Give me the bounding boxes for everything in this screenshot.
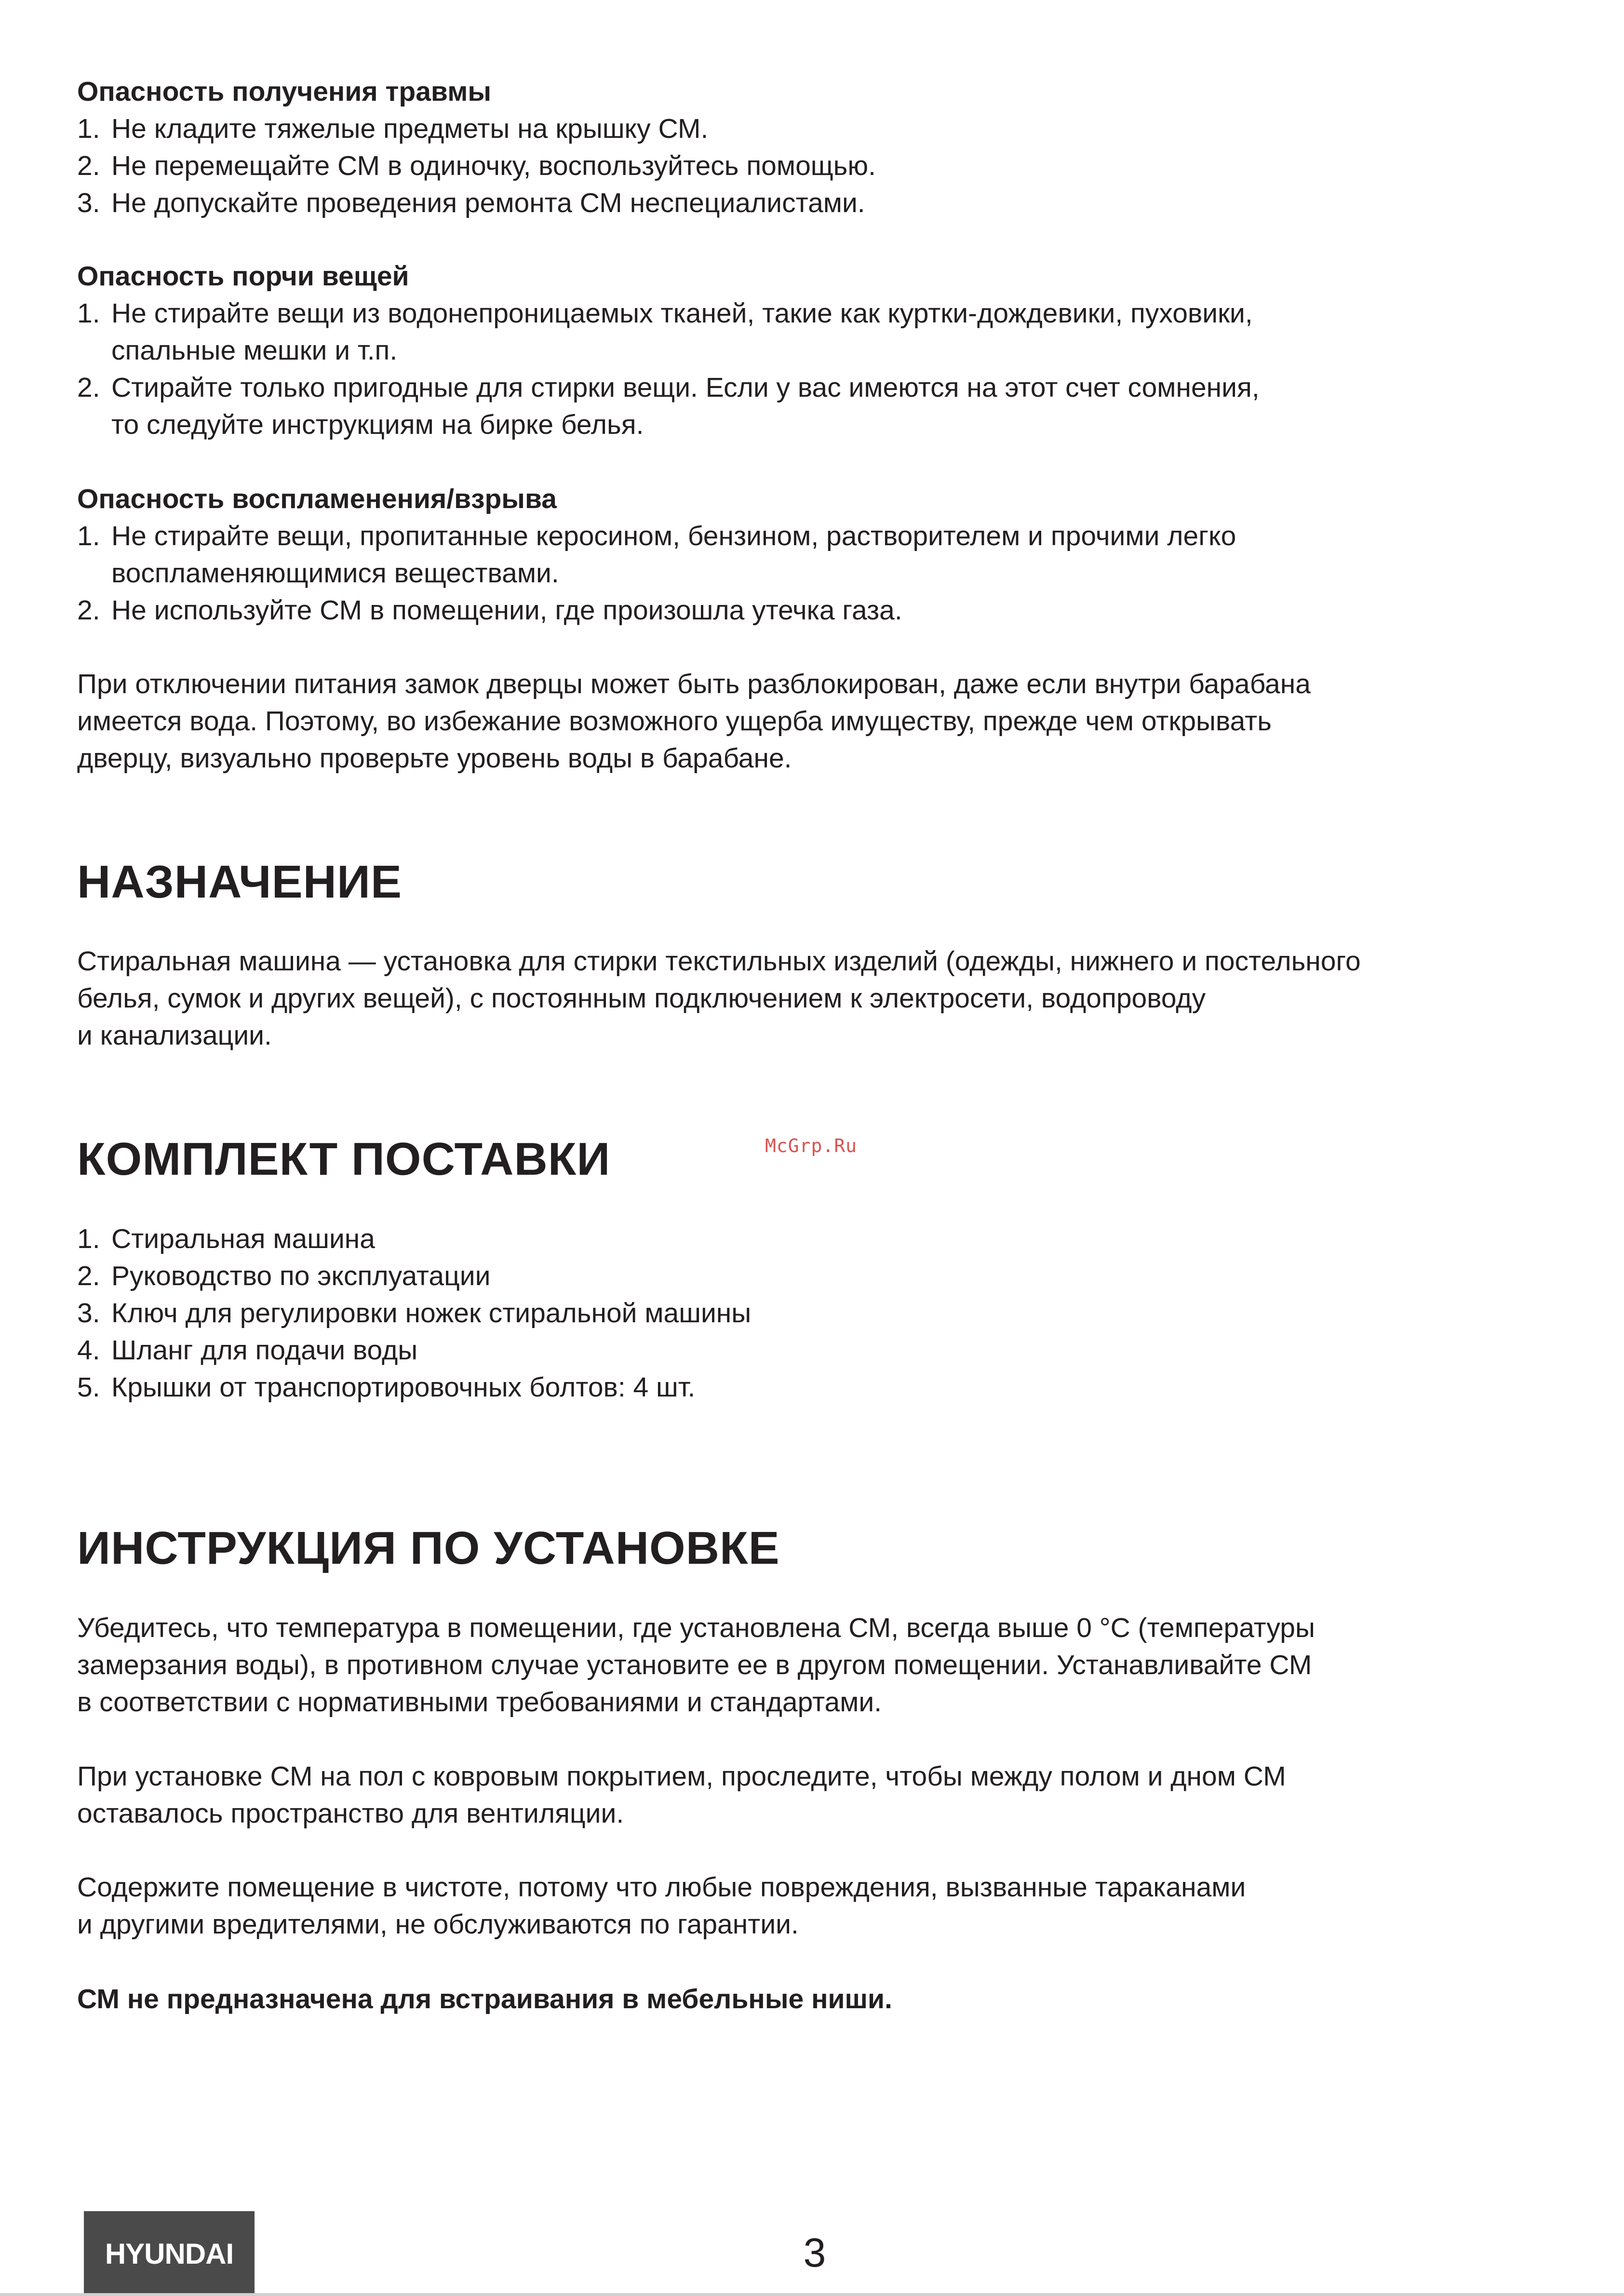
item-number: 1. — [77, 521, 100, 551]
item-text: Не стирайте вещи, пропитанные керосином, бензином, растворителем и прочими легко — [111, 521, 1236, 551]
item-number: 1. — [77, 298, 100, 329]
warning-text: СМ не предназначена для встраивания в мебельные ниши. — [77, 1984, 892, 2014]
power-note — [77, 666, 1571, 777]
item-text: Не перемещайте СМ в одиночку, воспользуйтесь помощью. — [111, 150, 876, 181]
paragraph-line: При отключении питания замок дверцы может быть разблокирован, даже если внутри барабана — [77, 669, 1311, 699]
package-heading: КОМПЛЕКТ ПОСТАВКИ — [77, 1133, 611, 1185]
item-text-continued: спальные мешки и т.п. — [111, 335, 398, 366]
paragraph-line: и канализации. — [77, 1020, 272, 1051]
item-text: Не стирайте вещи из водонепроницаемых тканей, такие как куртки-дождевики, пуховики, — [111, 298, 1253, 329]
item-number: 3. — [77, 188, 100, 218]
item-text: Стирайте только пригодные для стирки вещи. Если у вас имеются на этот счет сомнения, — [111, 372, 1260, 403]
item-number: 2. — [77, 595, 100, 626]
paragraph-line: замерзания воды), в противном случае установите ее в другом помещении. Устанавливайте СМ — [77, 1650, 1312, 1680]
list-item — [77, 185, 1571, 222]
install-heading: ИНСТРУКЦИЯ ПО УСТАНОВКЕ — [77, 1522, 780, 1574]
paragraph-line: и другими вредителями, не обслуживаются по гарантии. — [77, 1909, 799, 1940]
install-section — [77, 1522, 1571, 1575]
page-number: 3 — [803, 2230, 826, 2275]
item-number: 3. — [77, 1298, 100, 1329]
install-paragraph-1 — [77, 1610, 1571, 1721]
paragraph-line: белья, сумок и других вещей), с постоянным подключением к электросети, водопроводу — [77, 983, 1206, 1014]
paragraph-line: При установке СМ на пол с ковровым покрытием, проследите, чтобы между полом и дном СМ — [77, 1761, 1286, 1792]
purpose-section — [77, 856, 1571, 909]
paragraph-line: Содержите помещение в чистоте, потому что любые повреждения, вызванные тараканами — [77, 1872, 1246, 1903]
paragraph-line: оставалось пространство для вентиляции. — [77, 1798, 624, 1829]
item-text-continued: воспламеняющимися веществами. — [111, 558, 559, 589]
package-list — [77, 1221, 1571, 1406]
item-number: 5. — [77, 1372, 100, 1403]
list-item — [77, 110, 1571, 148]
item-number: 1. — [77, 113, 100, 144]
list-item — [77, 1221, 1571, 1258]
item-text-continued: то следуйте инструкциям на бирке белья. — [111, 409, 644, 440]
list-item — [77, 369, 1571, 443]
paragraph-line: в соответствии с нормативными требованиями и стандартами. — [77, 1687, 882, 1718]
install-warning — [77, 1981, 1571, 2018]
list-item — [77, 518, 1571, 592]
paragraph-line: имеется вода. Поэтому, во избежание возможного ущерба имуществу, прежде чем открывать — [77, 706, 1272, 737]
item-text: Не кладите тяжелые предметы на крышку СМ. — [111, 113, 709, 144]
fire-heading: Опасность воспламенения/взрыва — [77, 483, 557, 514]
list-item — [77, 295, 1571, 369]
item-number: 2. — [77, 150, 100, 181]
list-item — [77, 1369, 1571, 1406]
item-text: Руководство по эксплуатации — [111, 1261, 491, 1291]
install-paragraph-3 — [77, 1869, 1571, 1943]
bottom-divider — [0, 2293, 1624, 2296]
injury-heading: Опасность получения травмы — [77, 76, 492, 107]
damage-section — [77, 258, 1571, 443]
brand-logo — [84, 2211, 255, 2296]
purpose-text — [77, 943, 1571, 1054]
list-item — [77, 1295, 1571, 1332]
fire-section — [77, 481, 1571, 629]
brand-name: HYUNDAI — [105, 2237, 234, 2270]
paragraph-line: дверцу, визуально проверьте уровень воды в барабане. — [77, 743, 792, 774]
item-number: 1. — [77, 1223, 100, 1254]
item-number: 2. — [77, 1261, 100, 1291]
watermark-text: McGrp.Ru — [765, 1135, 858, 1156]
list-item — [77, 148, 1571, 185]
item-number: 4. — [77, 1335, 100, 1366]
list-item — [77, 1258, 1571, 1295]
item-number: 2. — [77, 372, 100, 403]
item-text: Ключ для регулировки ножек стиральной машины — [111, 1298, 752, 1329]
item-text: Шланг для подачи воды — [111, 1335, 418, 1366]
list-item — [77, 592, 1571, 629]
item-text: Не допускайте проведения ремонта СМ неспециалистами. — [111, 188, 865, 218]
purpose-heading: НАЗНАЧЕНИЕ — [77, 856, 402, 908]
damage-heading: Опасность порчи вещей — [77, 261, 409, 292]
item-text: Не используйте СМ в помещении, где произошла утечка газа. — [111, 595, 902, 626]
item-text: Стиральная машина — [111, 1223, 375, 1254]
paragraph-line: Убедитесь, что температура в помещении, где установлена СМ, всегда выше 0 °С (температуры — [77, 1612, 1315, 1643]
list-item — [77, 1332, 1571, 1369]
paragraph-line: Стиральная машина — установка для стирки текстильных изделий (одежды, нижнего и постельного — [77, 946, 1361, 977]
injury-section — [77, 73, 1571, 222]
item-text: Крышки от транспортировочных болтов: 4 шт. — [111, 1372, 696, 1403]
install-paragraph-2 — [77, 1758, 1571, 1832]
